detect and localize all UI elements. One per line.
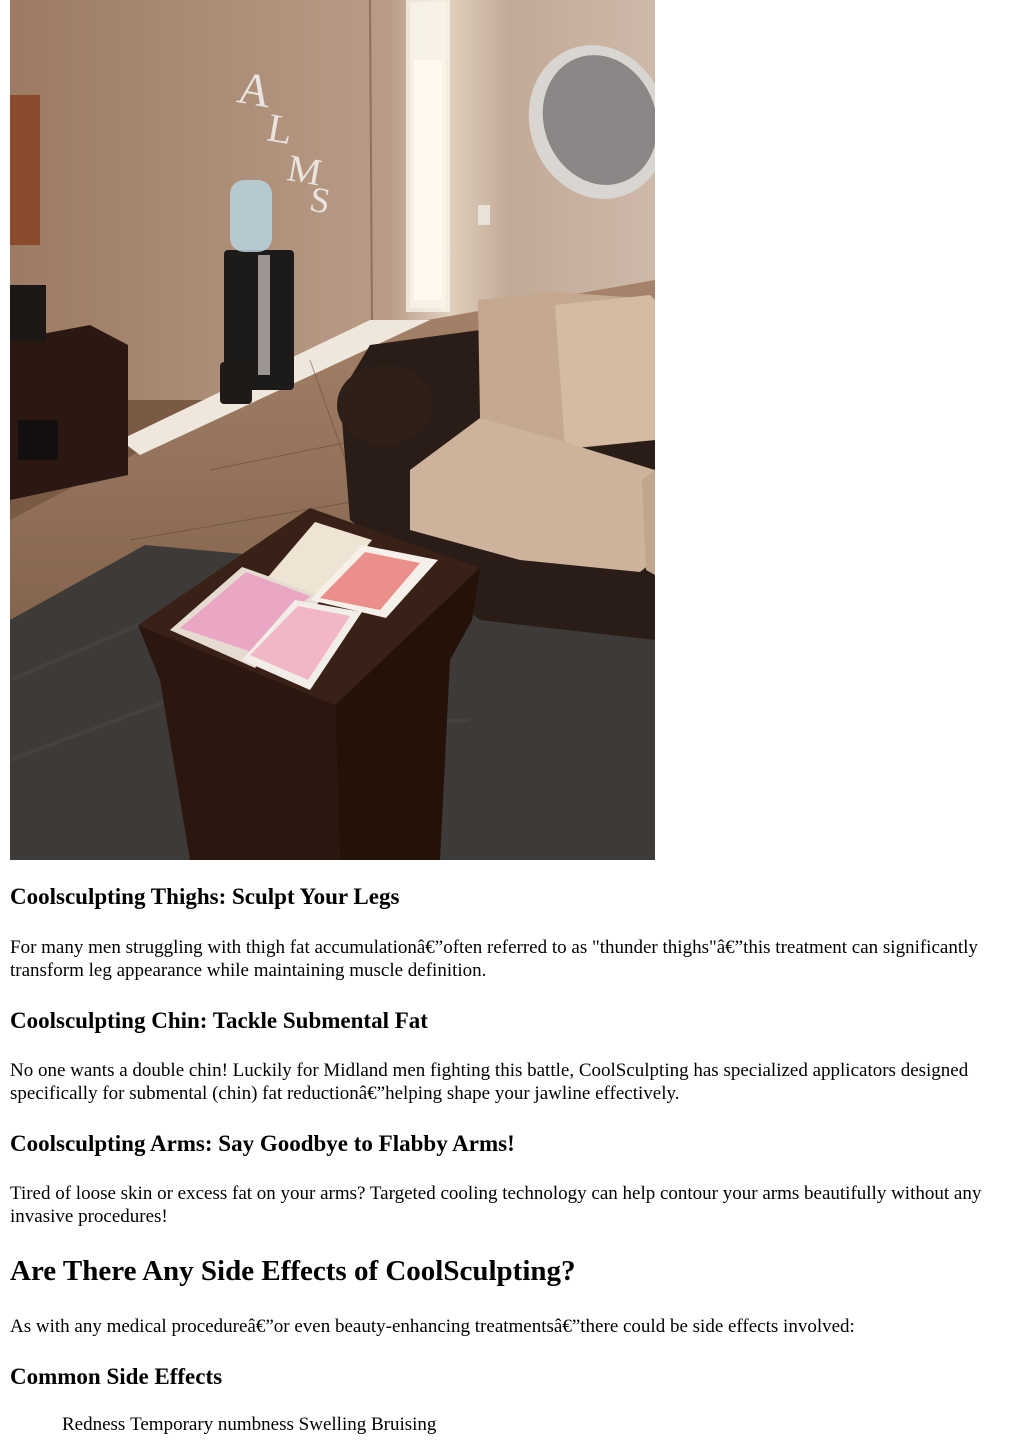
common-side-effects-list [62, 1413, 436, 1436]
chin-heading: Coolsculpting Chin: Tackle Submental Fat [10, 1008, 428, 1033]
list-item: Redness [62, 1414, 131, 1435]
waiting-room-photo [10, 0, 655, 860]
wall-letter-l: L [264, 104, 297, 154]
list-item: Temporary numbness [130, 1414, 299, 1435]
list-item: Bruising [370, 1414, 437, 1435]
arms-heading: Coolsculpting Arms: Say Goodbye to Flabby Arms! [10, 1131, 515, 1156]
wall-letter-s: S [306, 178, 334, 222]
wall-letter-m: M [284, 147, 325, 195]
thighs-heading: Coolsculpting Thighs: Sculpt Your Legs [10, 884, 400, 909]
arms-paragraph: Tired of loose skin or excess fat on your arms? Targeted cooling technology can help contour your arms beautifully without any invasive procedures! [10, 1183, 982, 1227]
wall-letter-a: A [234, 61, 276, 118]
list-item: Swelling [298, 1414, 371, 1435]
side-effects-heading: Are There Any Side Effects of CoolSculpting? [10, 1255, 576, 1287]
common-side-effects-heading: Common Side Effects [10, 1364, 223, 1389]
side-effects-paragraph: As with any medical procedureâ€”or even beauty-enhancing treatmentsâ€”there could be side effects involved: [10, 1316, 855, 1337]
chin-paragraph: No one wants a double chin! Luckily for Midland men fighting this battle, CoolSculpting has specialized applicators designed specifically for submental (chin) fat reductionâ€”helping shape your jawline effectively. [10, 1060, 969, 1104]
thighs-paragraph: For many men struggling with thigh fat accumulationâ€”often referred to as "thunder thighs"â€”this treatment can significantly transform leg appearance while maintaining muscle definition. [10, 937, 978, 981]
